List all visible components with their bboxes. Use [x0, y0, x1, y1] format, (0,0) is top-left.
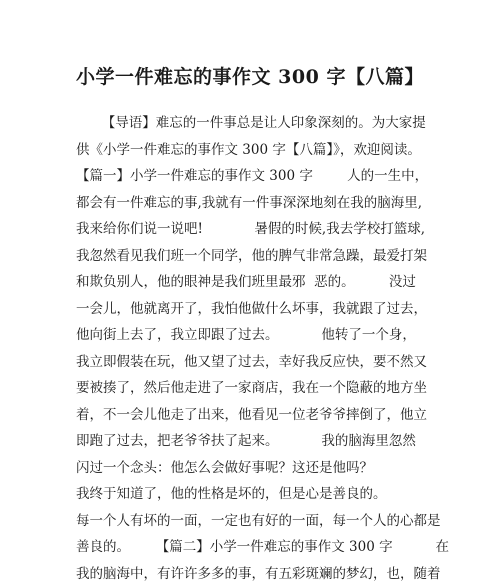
text-line: 一会儿，他就离开了，我怕他做什么坏事，我就跟了过去， [76, 296, 428, 323]
text-line: 我忽然看见我们班一个同学，他的脾气非常急躁，最爱打架 [76, 243, 428, 270]
text-line: 每一个人有坏的一面，一定也有好的一面，每一个人的心都是 [76, 508, 428, 535]
text-line: 我立即假装在玩，他又望了过去，幸好我反应快，要不然又 [76, 349, 428, 376]
document-body [76, 110, 428, 587]
text-line: 要被揍了，然后他走进了一家商店，我在一个隐蔽的地方坐 [76, 375, 428, 402]
text-line: 【篇一】小学一件难忘的事作文 300 字 人的一生中， [76, 163, 428, 190]
text-line: 供《小学一件难忘的事作文 300 字【八篇】》，欢迎阅读。 [76, 137, 428, 164]
document-title: 小学一件难忘的事作文 300 字【八篇】 [0, 62, 500, 89]
text-line: 我的脑海中，有许许多多的事，有五彩斑斓的梦幻，也，随着 [76, 561, 428, 587]
text-line: 【导语】难忘的一件事总是让人印象深刻的。为大家提 [76, 110, 428, 137]
text-line: 他向街上去了，我立即跟了过去。 他转了一个身， [76, 322, 428, 349]
text-line: 和欺负别人，他的眼神是我们班里最邪 恶的。 没过 [76, 269, 428, 296]
text-line: 即跑了过去，把老爷爷扶了起来。 我的脑海里忽然 [76, 428, 428, 455]
text-line: 闪过一个念头：他怎么会做好事呢？这还是他吗？ [76, 455, 428, 482]
text-line: 我终于知道了，他的性格是坏的，但是心是善良的。 [76, 481, 428, 508]
text-line: 善良的。 【篇二】小学一件难忘的事作文 300 字 在 [76, 534, 428, 561]
text-line: 我来给你们说一说吧! 暑假的时候,我去学校打篮球, [76, 216, 428, 243]
text-line: 都会有一件难忘的事,我就有一件事深深地刻在我的脑海里, [76, 190, 428, 217]
text-line: 着，不一会儿他走了出来，他看见一位老爷爷摔倒了，他立 [76, 402, 428, 429]
